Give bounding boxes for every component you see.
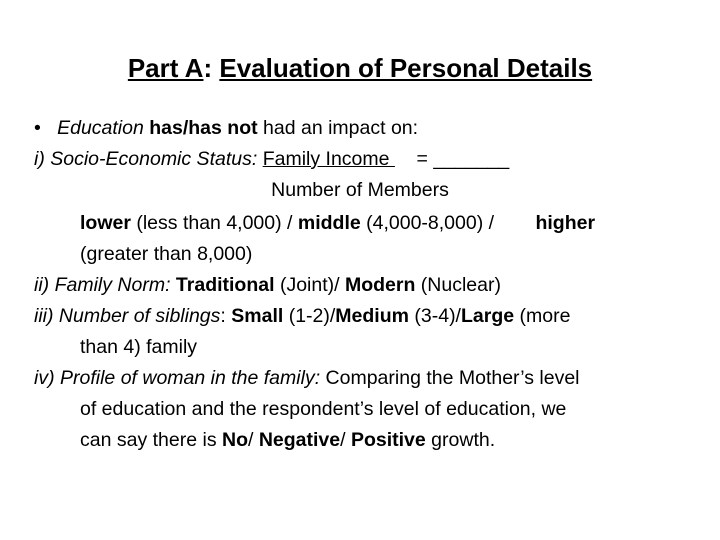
title-separator: : (203, 53, 220, 83)
line-education-impact (34, 114, 418, 142)
title-part: Part A (127, 53, 204, 83)
nuclear-text: (Nuclear) (415, 274, 501, 296)
sep-2: / (340, 429, 351, 451)
middle-range: (4,000-8,000) / (360, 212, 500, 234)
family-norm-label: Family Norm: (54, 274, 176, 296)
line-higher-range (80, 240, 252, 268)
middle-label: middle (297, 212, 361, 234)
higher-label: higher (535, 212, 596, 234)
higher-range: (greater than 8,000) (80, 243, 253, 265)
no-label: No (221, 429, 248, 451)
line-family-norm (34, 271, 501, 299)
growth-end: growth. (425, 429, 496, 451)
line-profile-woman (34, 364, 580, 392)
modern-label: Modern (344, 274, 416, 296)
medium-label: Medium (335, 305, 409, 327)
line-education-compare (80, 395, 566, 423)
title-text: Evaluation of Personal Details (219, 53, 593, 83)
line-siblings-cont (80, 333, 197, 361)
line-socio-economic (34, 145, 509, 173)
positive-label: Positive (350, 429, 426, 451)
number-of-members: Number of Members (271, 179, 449, 201)
comparing-text: Comparing the Mother’s level (325, 367, 580, 389)
lower-range: (less than 4,000) / (130, 212, 298, 234)
item-iv-prefix: iv) (34, 367, 60, 389)
sep-1: / (247, 429, 259, 451)
family-income: Family Income (262, 148, 395, 170)
small-range: (1-2)/ (283, 305, 336, 327)
impact-text: had an impact on: (257, 117, 419, 139)
fraction-blank: = _______ (394, 148, 510, 170)
joint-text: (Joint)/ (274, 274, 345, 296)
siblings-label: Number of siblings (58, 305, 221, 327)
large-label: Large (460, 305, 515, 327)
large-range-start: (more (514, 305, 571, 327)
bullet-icon: • (34, 117, 41, 139)
small-label: Small (231, 305, 284, 327)
education-label: Education (57, 117, 150, 139)
education-compare-text: of education and the respondent’s level of education, we (80, 398, 567, 420)
item-iii-prefix: iii) (34, 305, 59, 327)
large-range-end: than 4) family (80, 336, 198, 358)
item-ii-prefix: ii) (34, 274, 55, 296)
line-number-of-members (0, 176, 720, 204)
profile-woman-label: Profile of woman in the family: (60, 367, 326, 389)
line-growth (80, 426, 495, 454)
growth-intro: can say there is (80, 429, 222, 451)
has-has-not: has/has not (149, 117, 258, 139)
negative-label: Negative (258, 429, 341, 451)
socio-economic-label: Socio-Economic Status: (50, 148, 263, 170)
lower-label: lower (80, 212, 131, 234)
siblings-colon: : (220, 305, 232, 327)
item-i-prefix: i) (34, 148, 51, 170)
traditional-label: Traditional (175, 274, 275, 296)
medium-range: (3-4)/ (408, 305, 461, 327)
line-income-levels (80, 209, 595, 237)
line-siblings (34, 302, 570, 330)
slide-title (0, 50, 720, 86)
